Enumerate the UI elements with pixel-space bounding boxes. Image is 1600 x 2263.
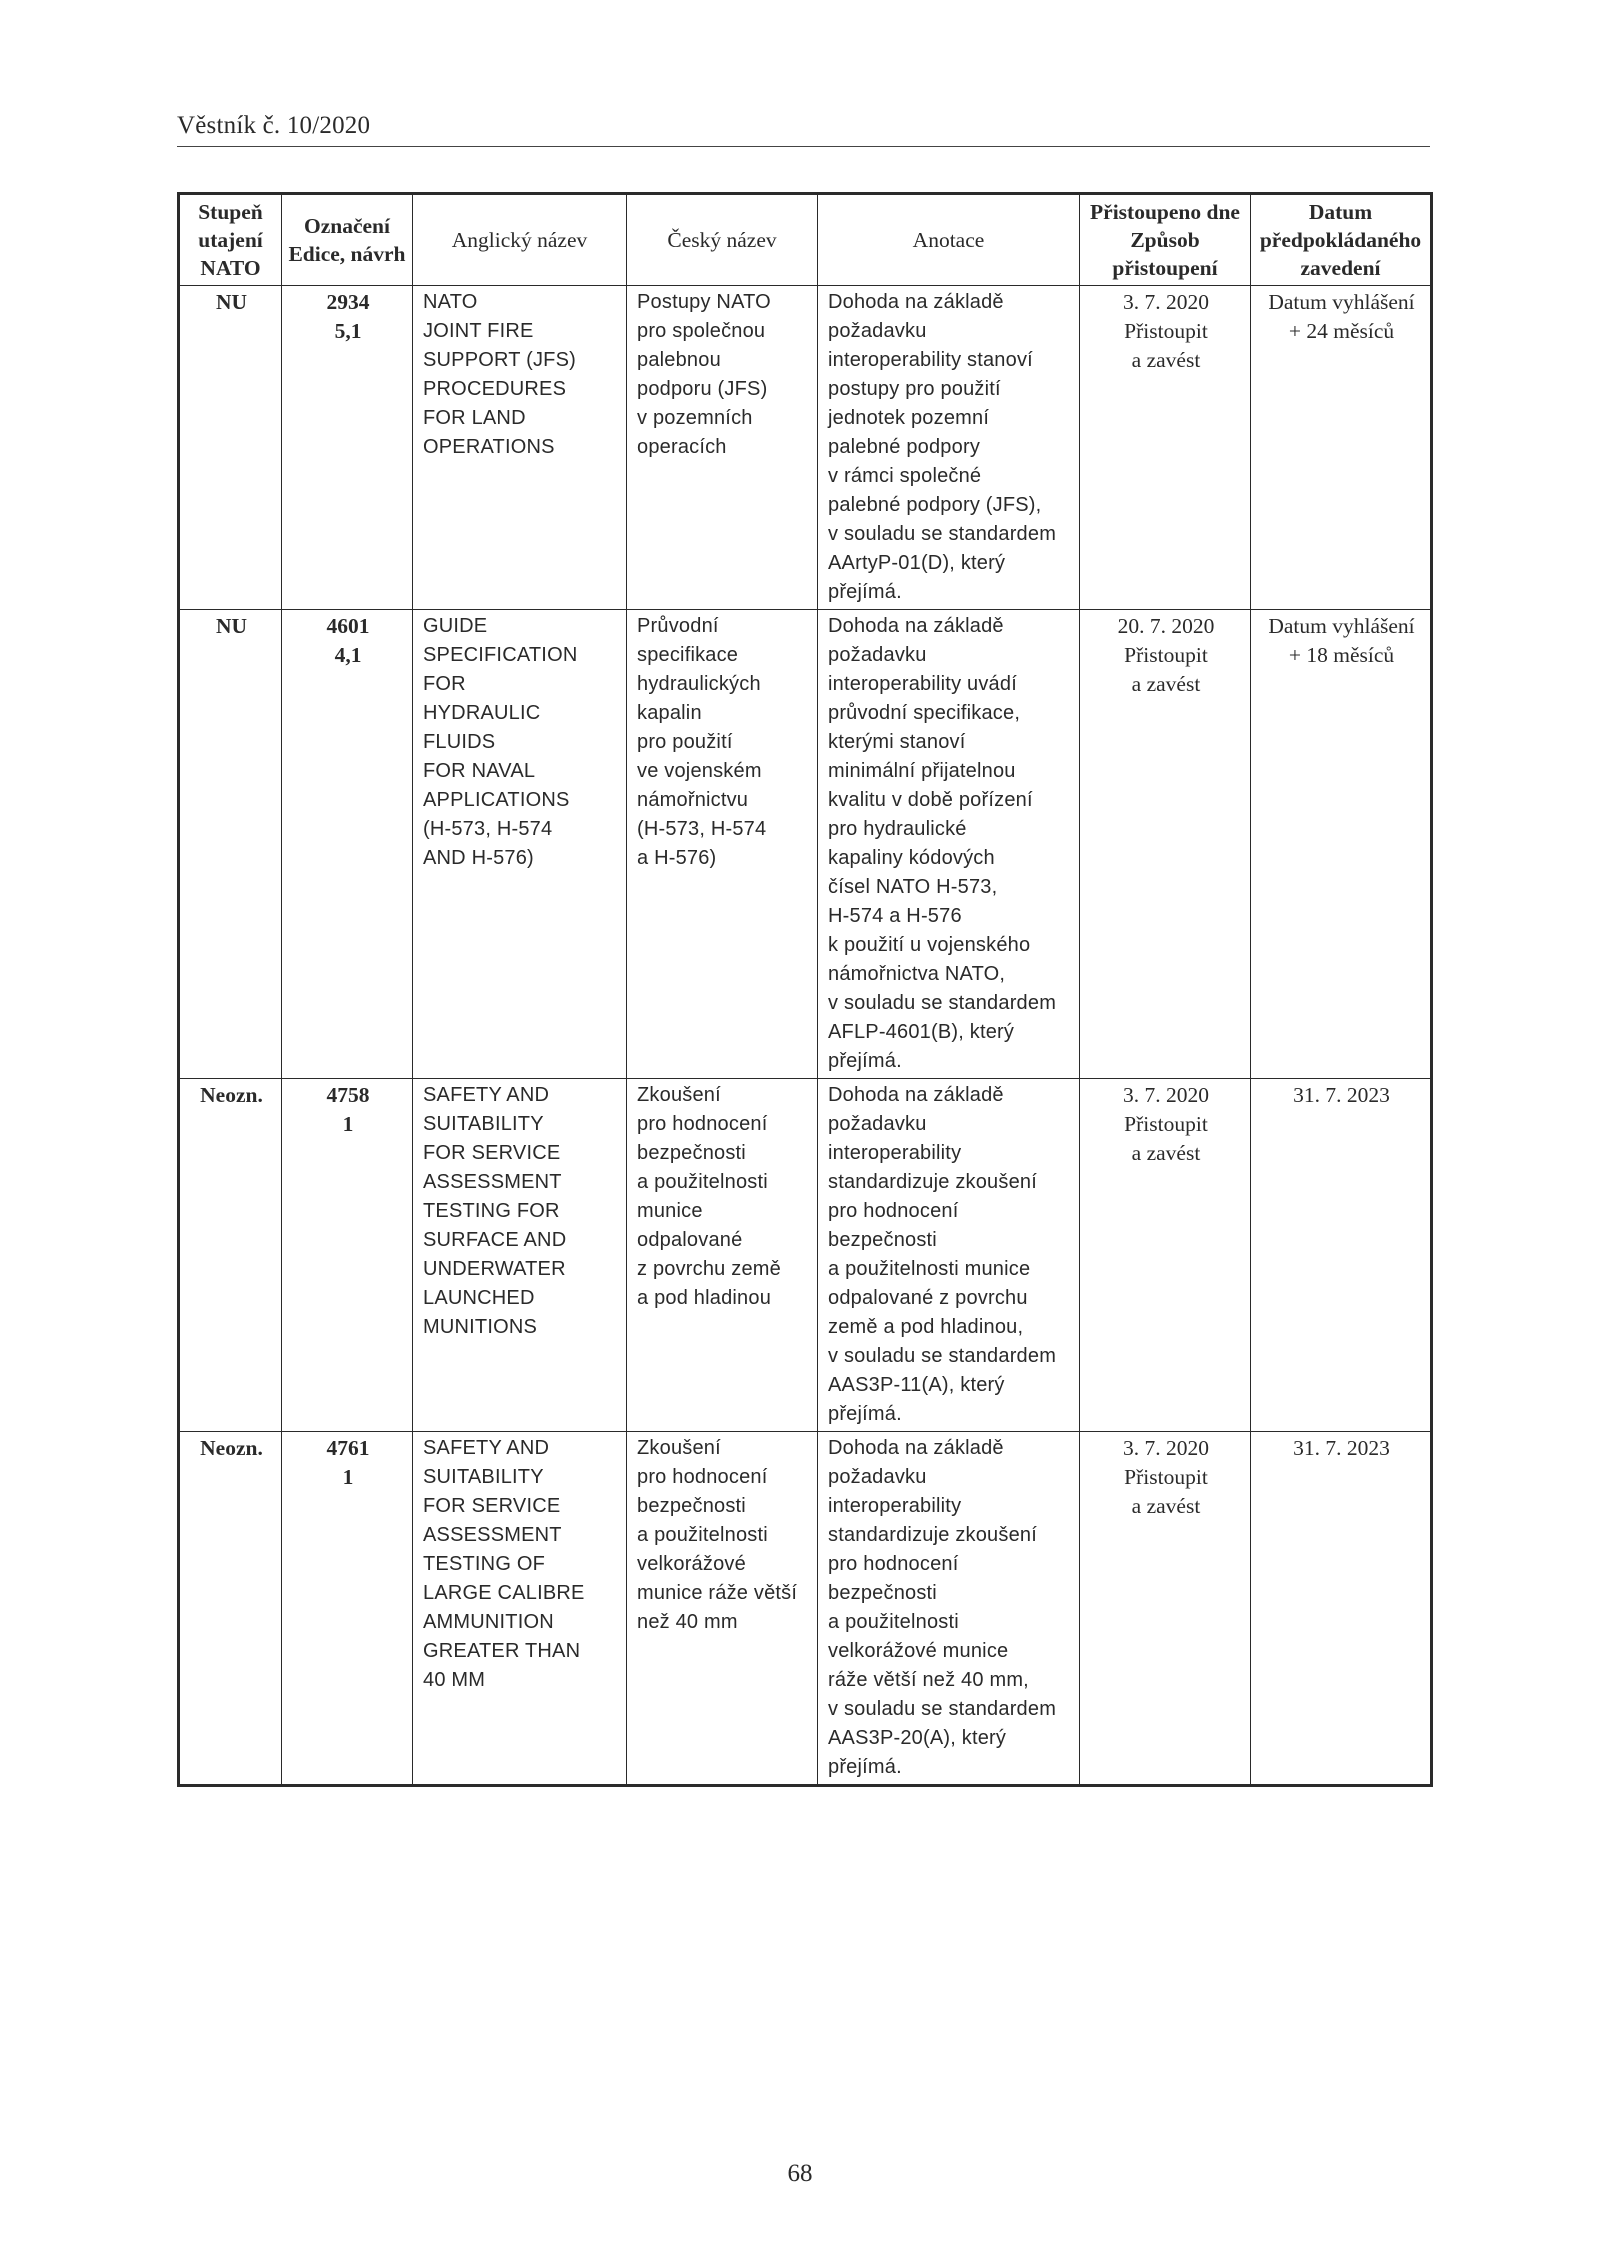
col-header-classification: Stupeň utajení NATO: [179, 194, 282, 286]
cell-classification: NU: [179, 610, 282, 1079]
col-header-annotation: Anotace: [818, 194, 1080, 286]
col-header-czech-title: Český název: [627, 194, 818, 286]
cell-czech-title: Průvodní specifikace hydraulických kapalin pro použití ve vojenském námořnictvu (H-573, H-574 a H-576): [627, 610, 818, 1079]
cell-code: 4761 1: [282, 1432, 413, 1786]
cell-czech-title: Zkoušení pro hodnocení bezpečnosti a použitelnosti munice odpalované z povrchu země a pod hladinou: [627, 1079, 818, 1432]
table-row: [179, 286, 1432, 610]
cell-introduction-date: 31. 7. 2023: [1251, 1432, 1432, 1786]
cell-annotation: Dohoda na základě požadavku interoperability standardizuje zkoušení pro hodnocení bezpečnosti a použitelnosti velkorážové munice ráže větší než 40 mm, v souladu se standardem AAS3P-20(A), který přejímá.: [818, 1432, 1080, 1786]
cell-czech-title: Zkoušení pro hodnocení bezpečnosti a použitelnosti velkorážové munice ráže větší než 40 mm: [627, 1432, 818, 1786]
page-number: 68: [787, 2160, 813, 2187]
table-header: [179, 194, 1432, 286]
header-row: [179, 194, 1432, 286]
table-row: [179, 1079, 1432, 1432]
header-rule: [177, 146, 1430, 147]
cell-classification: NU: [179, 286, 282, 610]
cell-code: 4758 1: [282, 1079, 413, 1432]
table-row: [179, 1432, 1432, 1786]
cell-introduction-date: Datum vyhlášení + 18 měsíců: [1251, 610, 1432, 1079]
col-header-introduction-date: Datum předpokládaného zavedení: [1251, 194, 1432, 286]
cell-english-title: SAFETY AND SUITABILITY FOR SERVICE ASSESSMENT TESTING OF LARGE CALIBRE AMMUNITION GREATER THAN 40 MM: [413, 1432, 627, 1786]
cell-accession: 3. 7. 2020 Přistoupit a zavést: [1080, 286, 1251, 610]
cell-classification: Neozn.: [179, 1079, 282, 1432]
cell-annotation: Dohoda na základě požadavku interoperability stanoví postupy pro použití jednotek pozemní palebné podpory v rámci společné palebné podpory (JFS), v souladu se standardem AArtyP-01(D), který přejímá.: [818, 286, 1080, 610]
cell-accession: 3. 7. 2020 Přistoupit a zavést: [1080, 1432, 1251, 1786]
cell-english-title: SAFETY AND SUITABILITY FOR SERVICE ASSESSMENT TESTING FOR SURFACE AND UNDERWATER LAUNCHED MUNITIONS: [413, 1079, 627, 1432]
standards-table: [177, 192, 1433, 1787]
cell-introduction-date: Datum vyhlášení + 24 měsíců: [1251, 286, 1432, 610]
cell-czech-title: Postupy NATO pro společnou palebnou podporu (JFS) v pozemních operacích: [627, 286, 818, 610]
cell-classification: Neozn.: [179, 1432, 282, 1786]
col-header-code: Označení Edice, návrh: [282, 194, 413, 286]
cell-code: 2934 5,1: [282, 286, 413, 610]
col-header-accession: Přistoupeno dne Způsob přistoupení: [1080, 194, 1251, 286]
table-row: [179, 610, 1432, 1079]
cell-introduction-date: 31. 7. 2023: [1251, 1079, 1432, 1432]
cell-english-title: NATO JOINT FIRE SUPPORT (JFS) PROCEDURES FOR LAND OPERATIONS: [413, 286, 627, 610]
cell-code: 4601 4,1: [282, 610, 413, 1079]
cell-accession: 20. 7. 2020 Přistoupit a zavést: [1080, 610, 1251, 1079]
table-body: [179, 286, 1432, 1786]
cell-english-title: GUIDE SPECIFICATION FOR HYDRAULIC FLUIDS FOR NAVAL APPLICATIONS (H-573, H-574 AND H-576): [413, 610, 627, 1079]
cell-accession: 3. 7. 2020 Přistoupit a zavést: [1080, 1079, 1251, 1432]
cell-annotation: Dohoda na základě požadavku interoperability standardizuje zkoušení pro hodnocení bezpečnosti a použitelnosti munice odpalované z povrchu země a pod hladinou, v souladu se standardem AAS3P-11(A), který přejímá.: [818, 1079, 1080, 1432]
running-head-title: Věstník č. 10/2020: [177, 112, 371, 139]
col-header-english-title: Anglický název: [413, 194, 627, 286]
cell-annotation: Dohoda na základě požadavku interoperability uvádí průvodní specifikace, kterými stanoví minimální přijatelnou kvalitu v době pořízení pro hydraulické kapaliny kódových čísel NATO H-573, H-574 a H-576 k použití u vojenského námořnictva NATO, v souladu se standardem AFLP-4601(B), který přejímá.: [818, 610, 1080, 1079]
